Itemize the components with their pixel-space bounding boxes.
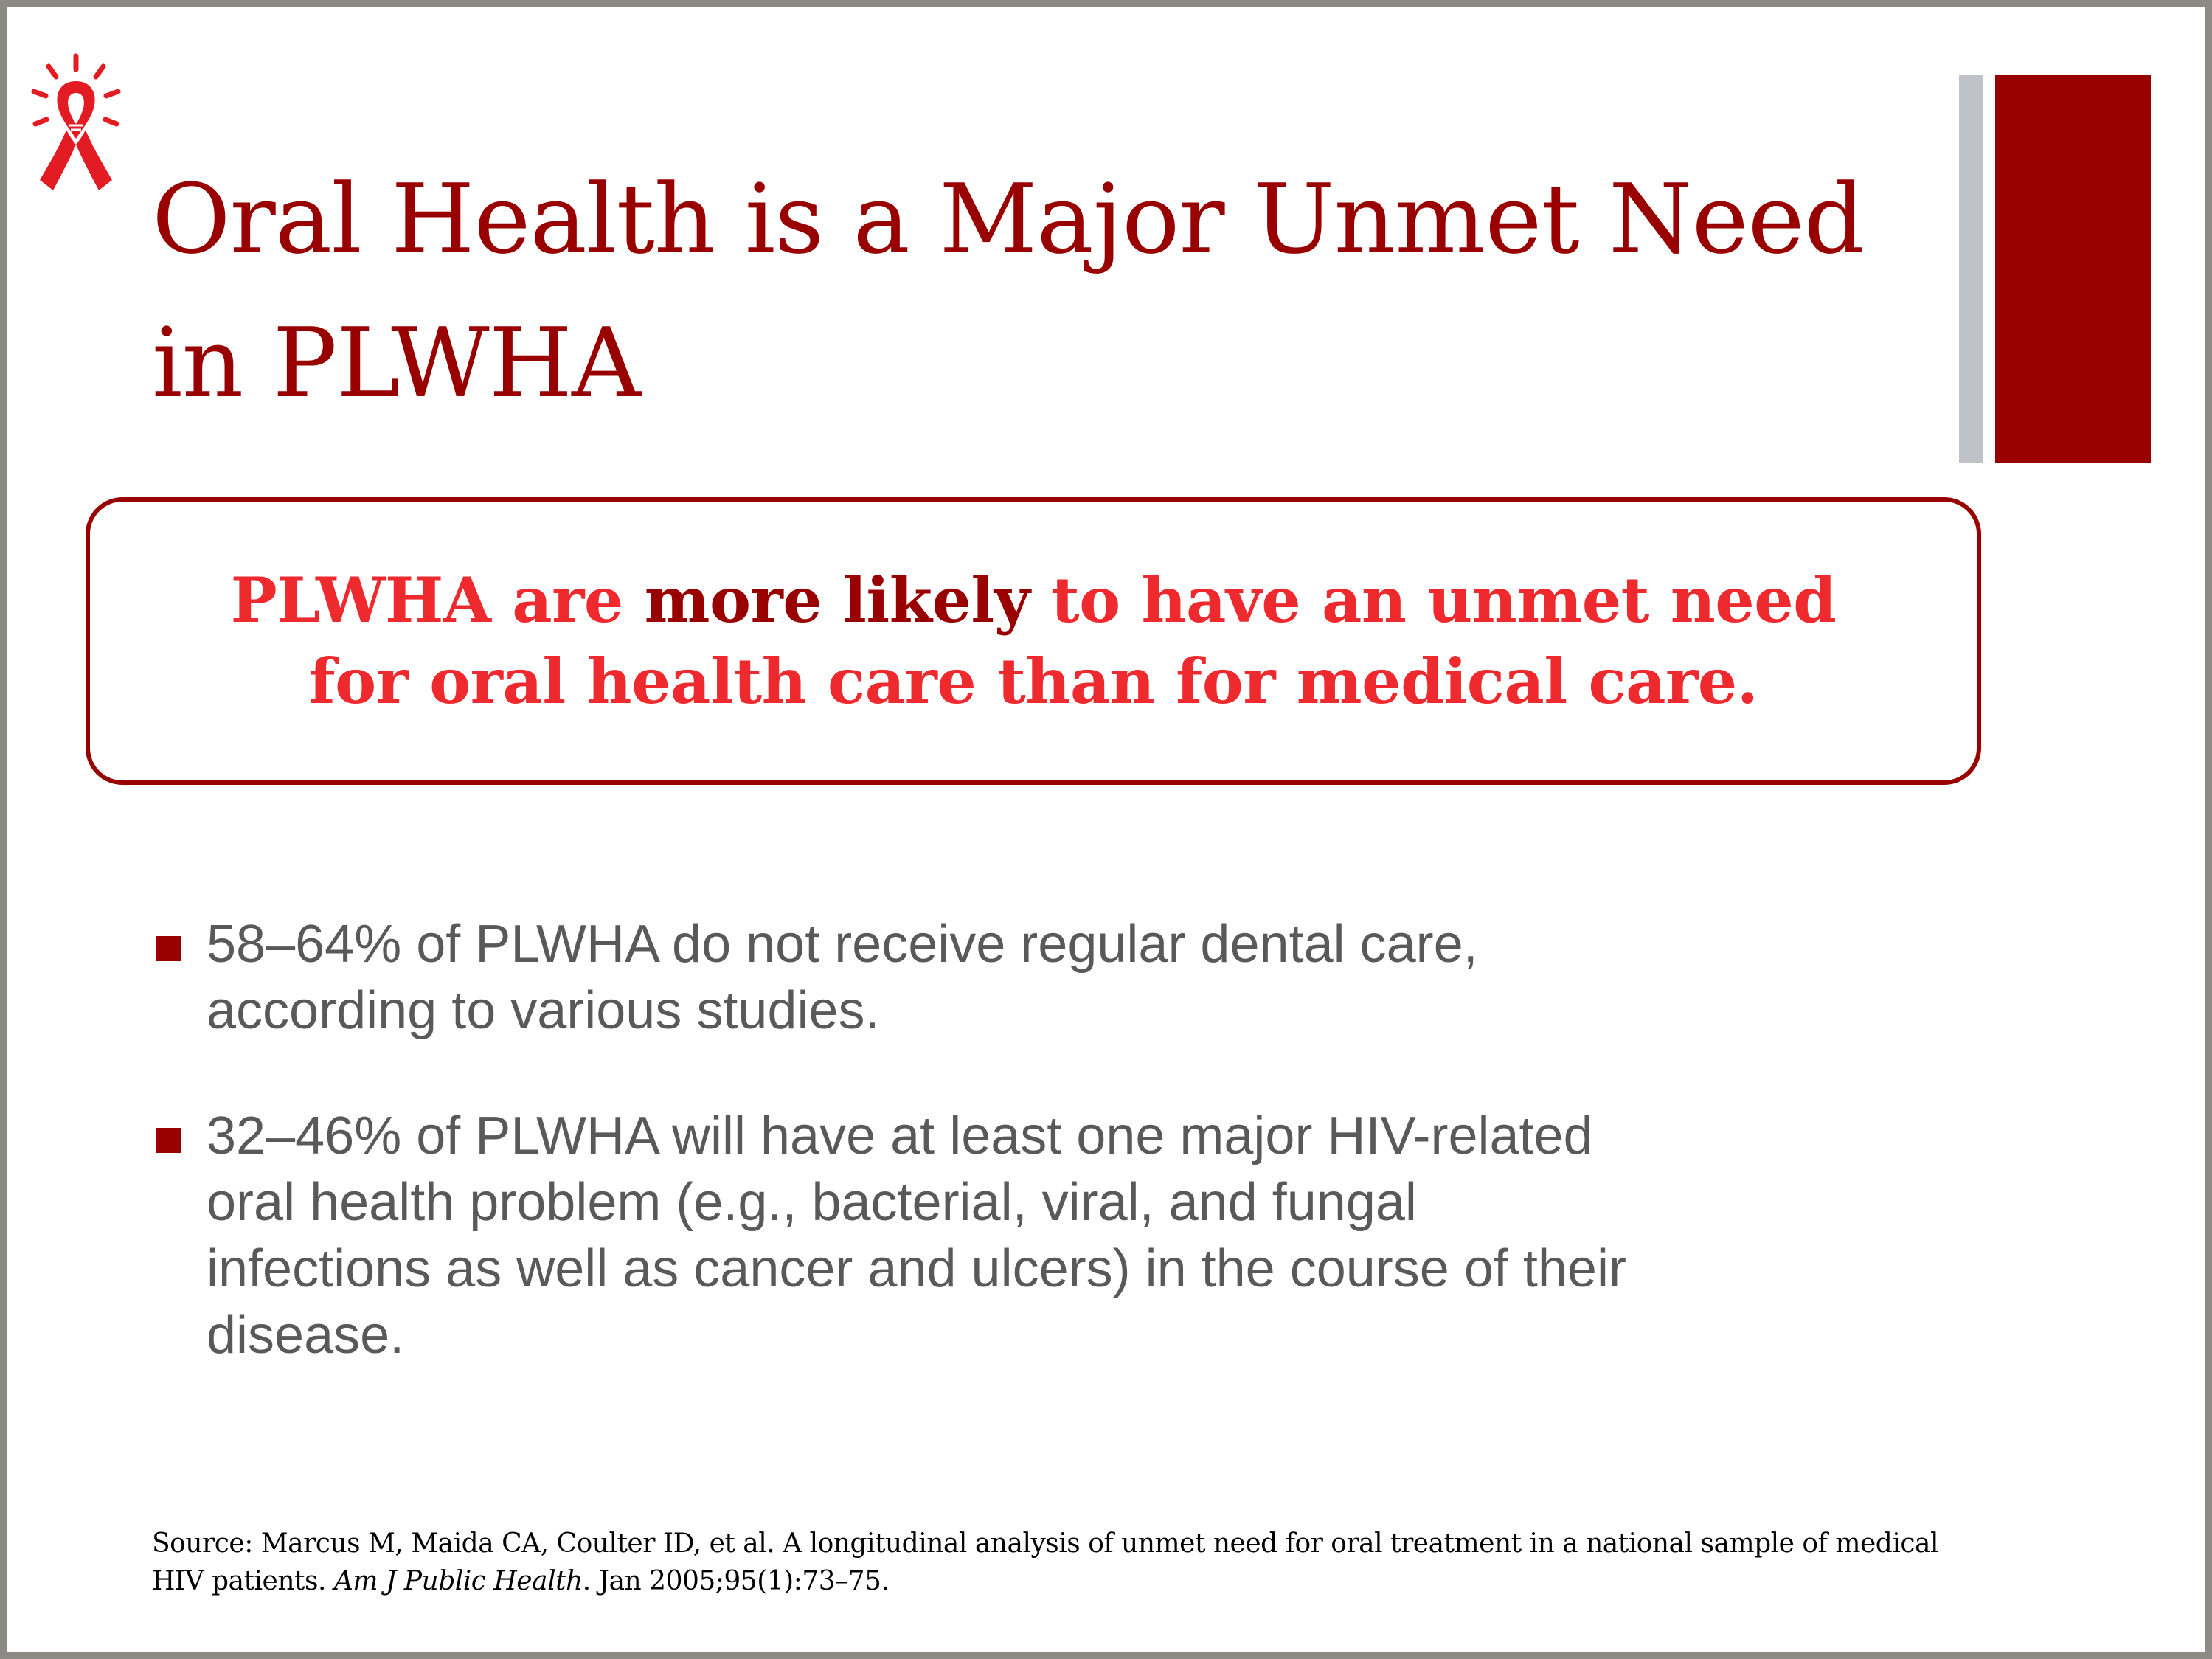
accent-bar-grey: [1959, 75, 1983, 463]
bullet-1-line-2: according to various studies.: [207, 981, 880, 1040]
callout-line-2: for oral health care than for medical care.: [308, 645, 1758, 718]
bullet-2-line-2: oral health problem (e.g., bacterial, viral, and fungal: [207, 1173, 1417, 1232]
accent-bar-red: [1995, 75, 2151, 463]
red-ribbon-lightbulb-icon: [28, 53, 124, 201]
callout-part-1: PLWHA are: [230, 564, 645, 637]
bullet-1-line-1: 58–64% of PLWHA do not receive regular dental care,: [207, 915, 1478, 974]
bullet-2-line-3: infections as well as cancer and ulcers) in the course of their: [207, 1239, 1626, 1298]
source-line-1: Source: Marcus M, Maida CA, Coulter ID, et al. A longitudinal analysis of unmet need for oral treatment in a national sample of medical: [152, 1528, 1938, 1559]
callout-part-2: to have an unmet need: [1030, 564, 1837, 637]
slide-title: [152, 148, 1952, 435]
title-line-1: Oral Health is a Major Unmet Need: [152, 163, 1865, 275]
list-item: [153, 1103, 1953, 1368]
square-bullet-icon: [156, 1128, 181, 1153]
square-bullet-icon: [156, 936, 181, 961]
source-citation: [152, 1525, 2070, 1600]
title-line-2: in PLWHA: [152, 307, 640, 419]
bullet-2-line-4: disease.: [207, 1306, 405, 1365]
callout-box: [86, 497, 1981, 785]
source-line-2-end: . Jan 2005;95(1):73–75.: [582, 1566, 890, 1596]
list-item: [153, 911, 1953, 1044]
callout-text: [231, 560, 1837, 722]
bullet-2-line-1: 32–46% of PLWHA will have at least one major HIV-related: [207, 1106, 1593, 1166]
bullet-list: [153, 911, 1953, 1427]
callout-emphasis: more likely: [644, 564, 1030, 637]
source-line-2-start: HIV patients.: [152, 1566, 334, 1596]
source-journal: Am J Public Health: [333, 1566, 583, 1596]
